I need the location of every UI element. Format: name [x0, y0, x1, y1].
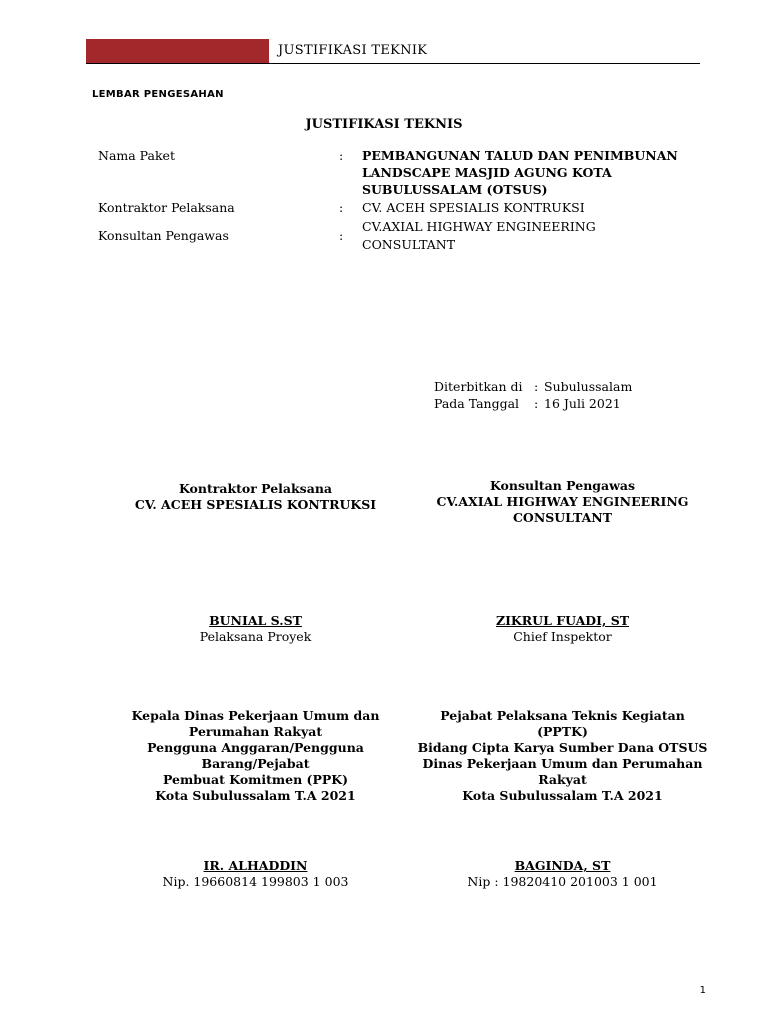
issued-place-colon: : [534, 379, 539, 394]
party-company: CV.AXIAL HIGHWAY ENGINEERING [436, 494, 689, 509]
field-colon: : [339, 200, 344, 215]
header-accent-bar [86, 39, 269, 64]
office-line: Pembuat Komitmen (PPK) [162, 772, 349, 787]
signer-role: Chief Inspektor [513, 629, 612, 644]
issued-place-label: Diterbitkan di [434, 379, 523, 394]
left-official [98, 858, 413, 890]
value-line: PEMBANGUNAN TALUD DAN PENIMBUNAN [362, 148, 678, 163]
left-office-block [98, 708, 413, 804]
value-line: LANDSCAPE MASJID AGUNG KOTA [362, 165, 612, 180]
field-colon: : [339, 228, 344, 243]
office-line: Kota Subulussalam T.A 2021 [462, 788, 663, 803]
header-rule [86, 63, 700, 64]
header-title: JUSTIFIKASI TEKNIK [278, 43, 428, 58]
office-line: Perumahan Rakyat [188, 724, 323, 739]
field-label-nama-paket: Nama Paket [98, 148, 175, 163]
field-label-kontraktor: Kontraktor Pelaksana [98, 200, 235, 215]
office-line: Bidang Cipta Karya Sumber Dana OTSUS [417, 740, 708, 755]
office-line: Pejabat Pelaksana Teknis Kegiatan (PPTK) [440, 708, 685, 739]
office-line: Pengguna Anggaran/Pengguna Barang/Pejabat [147, 740, 364, 771]
document-title: JUSTIFIKASI TEKNIS [305, 117, 463, 132]
right-signer [415, 613, 710, 645]
left-signer [98, 613, 413, 645]
issued-place-value: Subulussalam [544, 379, 633, 394]
value-line: SUBULUSSALAM (OTSUS) [362, 182, 548, 197]
official-name: BAGINDA, ST [514, 858, 611, 873]
left-party-block [98, 481, 413, 513]
field-value-kontraktor [362, 200, 585, 216]
party-role: Konsultan Pengawas [489, 478, 636, 493]
right-official [415, 858, 710, 890]
right-party-block [415, 478, 710, 526]
field-colon: : [339, 148, 344, 163]
party-company-cont: CONSULTANT [512, 510, 612, 525]
party-company: CV. ACEH SPESIALIS KONTRUKSI [134, 497, 377, 512]
office-line: Kota Subulussalam T.A 2021 [155, 788, 356, 803]
official-name: IR. ALHADDIN [203, 858, 308, 873]
issued-date-label: Pada Tanggal [434, 396, 520, 411]
party-role: Kontraktor Pelaksana [178, 481, 333, 496]
signer-role: Pelaksana Proyek [199, 629, 312, 644]
value-line: CONSULTANT [362, 237, 456, 252]
value-line: CV. ACEH SPESIALIS KONTRUKSI [362, 200, 585, 215]
issued-date-colon: : [534, 396, 539, 411]
signer-name: ZIKRUL FUADI, ST [495, 613, 630, 628]
office-line: Kepala Dinas Pekerjaan Umum dan [131, 708, 380, 723]
section-label: LEMBAR PENGESAHAN [92, 89, 224, 100]
signer-name: BUNIAL S.ST [209, 613, 302, 628]
field-value-konsultan [362, 218, 596, 254]
office-line: Dinas Pekerjaan Umum dan Perumahan Rakyat [422, 756, 703, 787]
official-nip: Nip : 19820410 201003 1 001 [467, 874, 658, 889]
official-nip: Nip. 19660814 199803 1 003 [162, 874, 349, 889]
value-line: CV.AXIAL HIGHWAY ENGINEERING [362, 219, 596, 234]
field-value-nama-paket [362, 147, 678, 198]
right-office-block [415, 708, 710, 804]
field-label-konsultan: Konsultan Pengawas [98, 228, 229, 243]
page-number: 1 [699, 985, 706, 996]
issued-date-value: 16 Juli 2021 [544, 396, 621, 411]
